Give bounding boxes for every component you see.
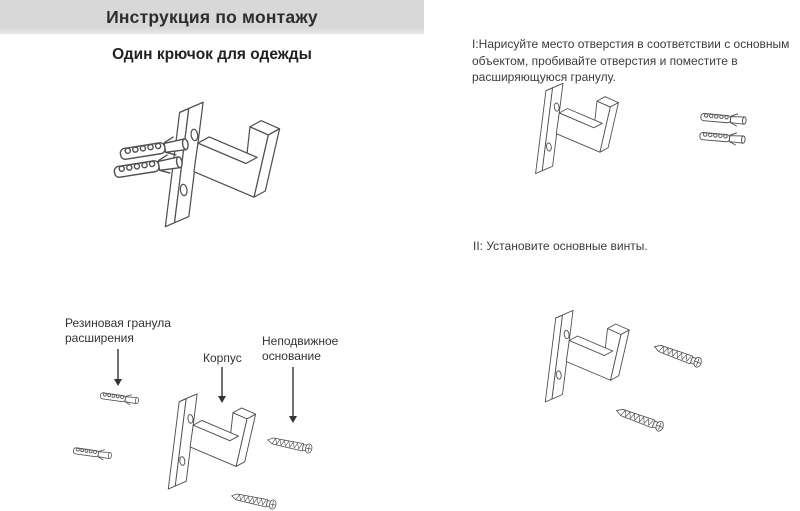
step-2-instruction: II: Установите основные винты. <box>473 239 648 253</box>
screw-icon <box>231 491 277 509</box>
expansion-plug-icon <box>73 445 112 461</box>
expansion-plug-icon <box>699 130 745 146</box>
screw-icon <box>653 342 703 368</box>
screw-icon <box>267 435 313 453</box>
overview-diagram <box>95 80 330 240</box>
page-title: Инструкция по монтажу <box>106 7 318 27</box>
label-base: Неподвижное основание <box>262 334 339 363</box>
label-expansion-plug: Резиновая гранула расширения <box>65 316 171 345</box>
hook-drawing <box>545 311 629 403</box>
hook-drawing <box>536 83 619 173</box>
hook-drawing <box>168 394 255 489</box>
step-2-diagram <box>520 290 795 435</box>
subtitle: Один крючок для одежды <box>112 46 312 63</box>
step-1-instruction: I:Нарисуйте место отверстия в соответствии с основным объектом, пробивайте отверстия и поместите в расширяющуюся гранулу. <box>472 37 790 84</box>
down-arrow-icon <box>114 349 297 423</box>
expansion-plug-icon <box>100 390 139 406</box>
screw-icon <box>615 406 665 432</box>
step-1-diagram <box>495 78 780 208</box>
title-bar <box>0 0 424 34</box>
label-body: Корпус <box>203 351 242 365</box>
parts-diagram <box>55 345 365 511</box>
expansion-plug-icon <box>700 111 746 127</box>
